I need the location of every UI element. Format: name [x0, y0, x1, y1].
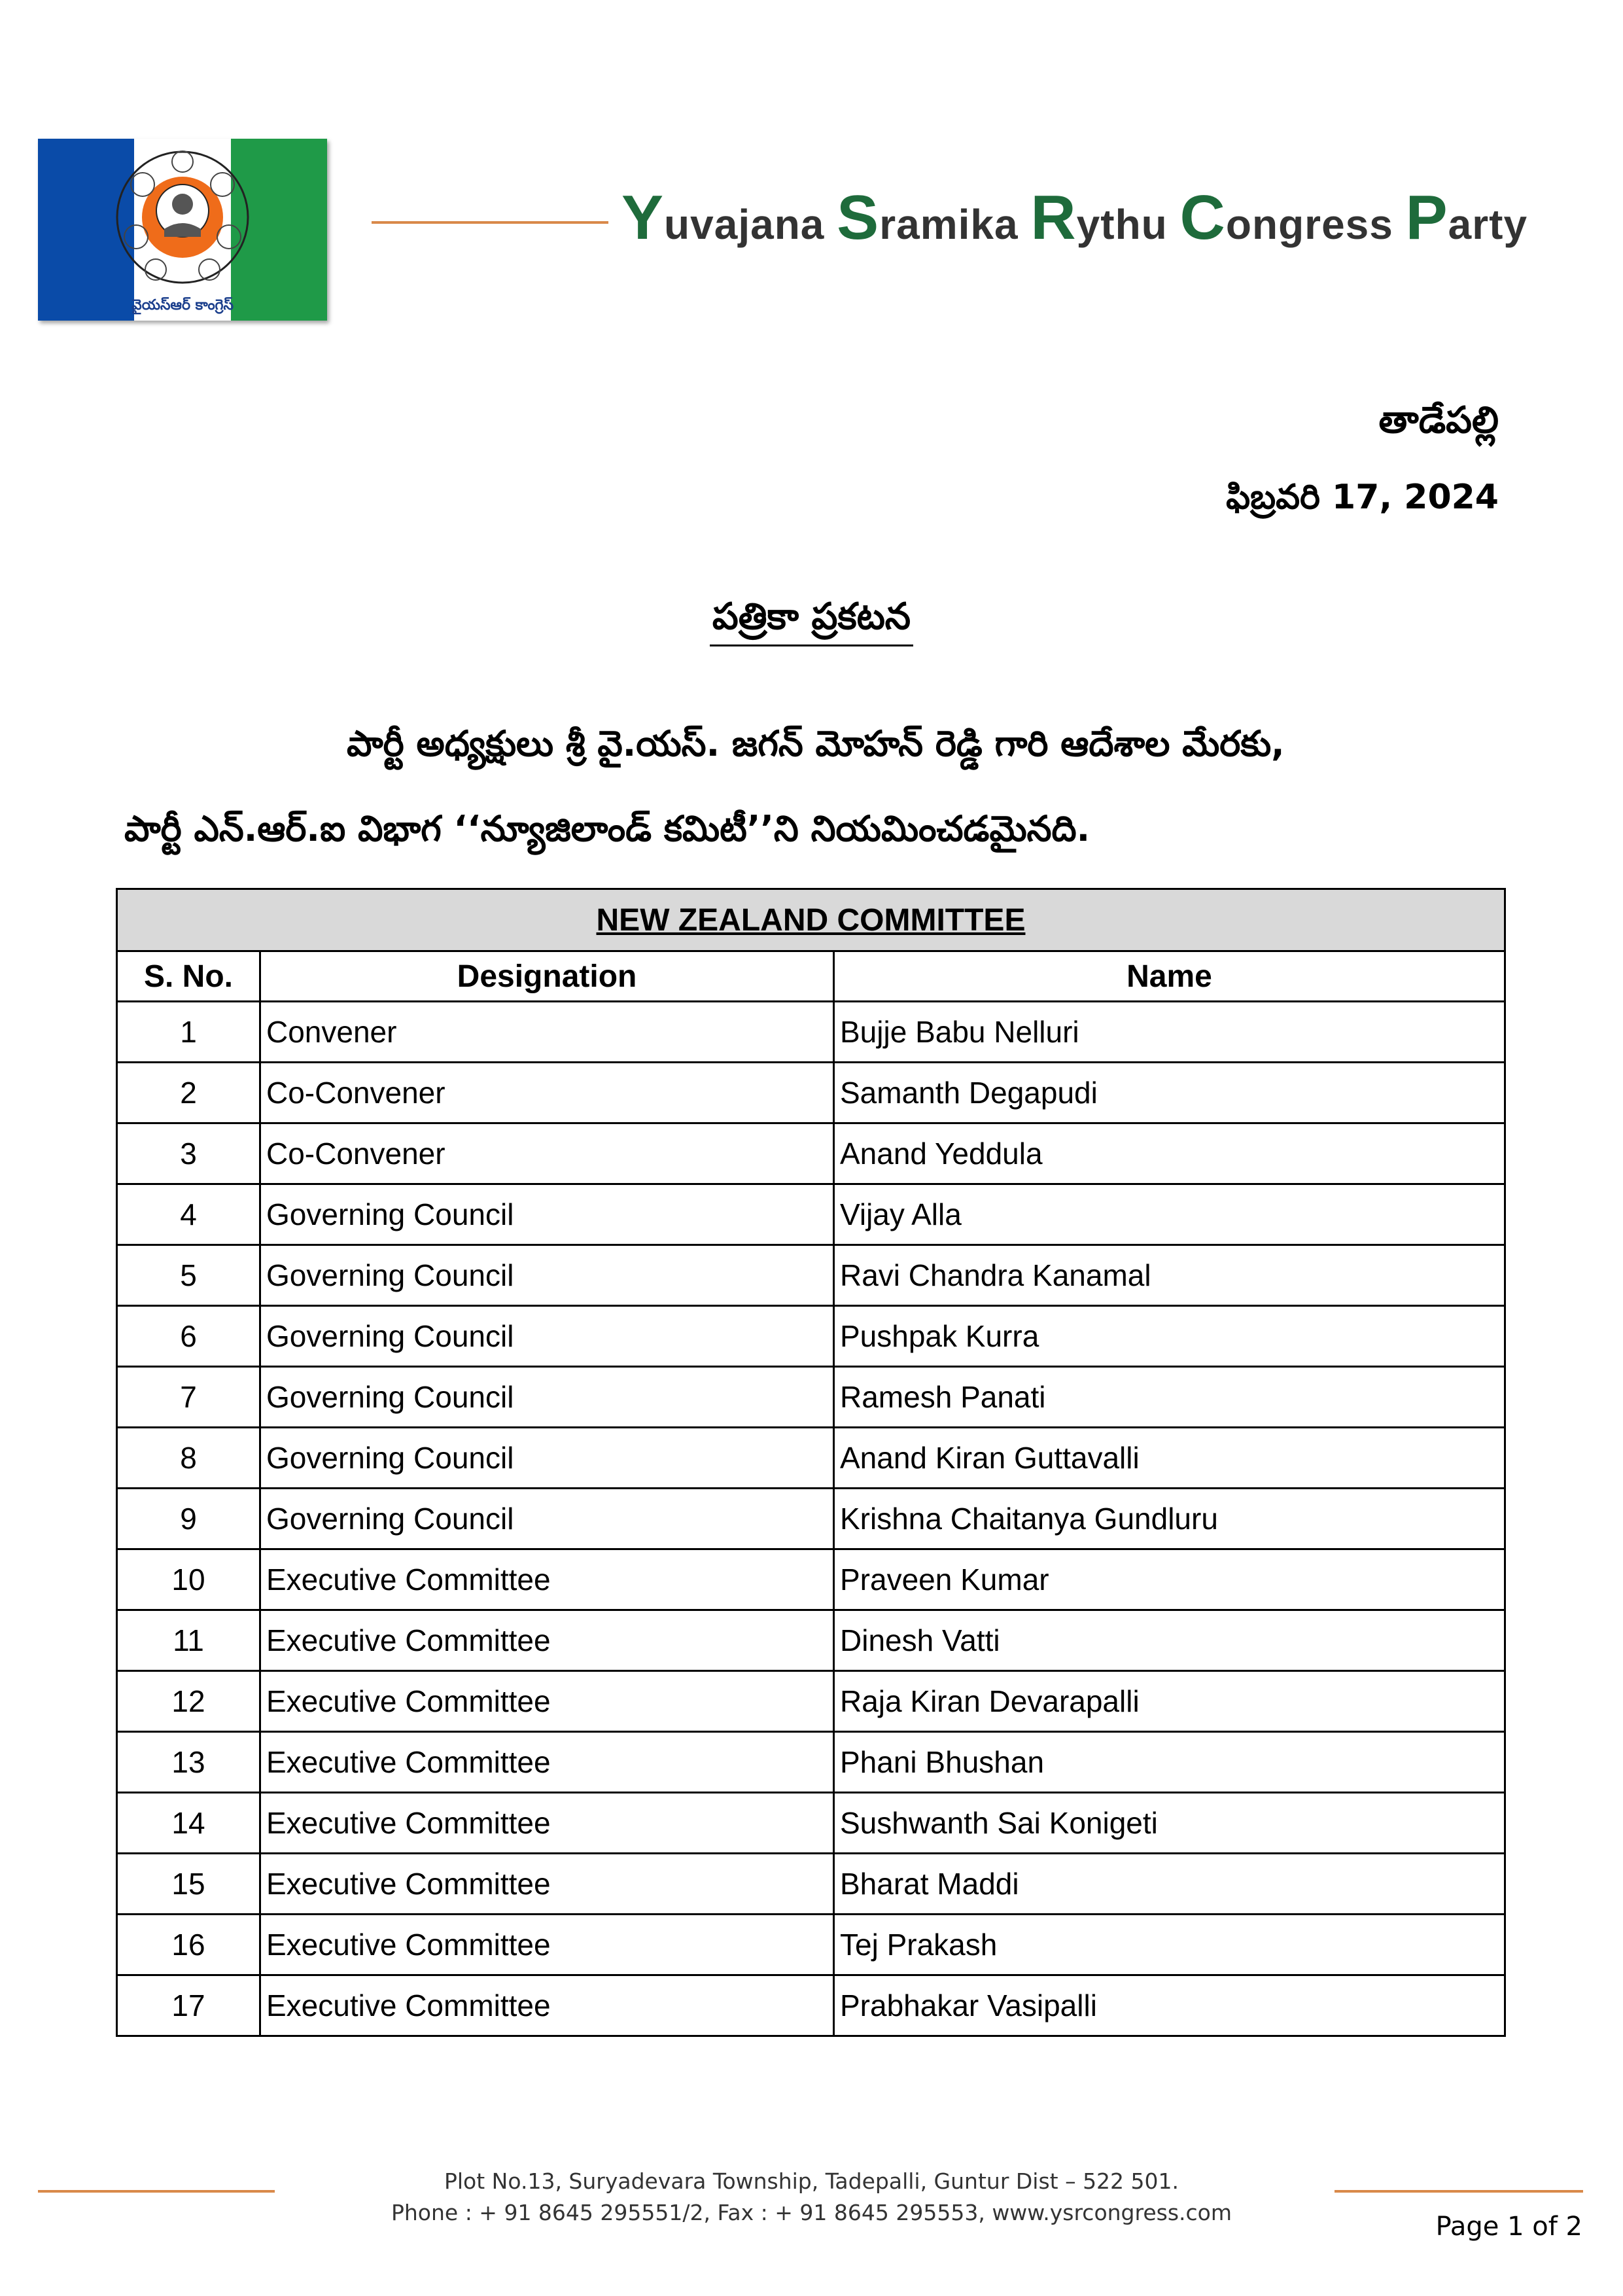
place: తాడేపల్లి [1378, 399, 1499, 442]
page-number: Page 1 of 2 [1435, 2212, 1582, 2242]
flag-graphic [38, 139, 327, 321]
table-row [117, 1854, 1505, 1915]
row-name: Samanth Degapudi [834, 1063, 1505, 1123]
row-designation: Governing Council [260, 1489, 834, 1549]
body-line-2: పార్టీ ఎన్.ఆర్.ఐ విభాగ ‘‘న్యూజిలాండ్ కమిటీ’’ని నియమించడమైనది. [124, 808, 1091, 849]
row-sno: 15 [117, 1854, 260, 1915]
row-name: Tej Prakash [834, 1915, 1505, 1975]
table-row [117, 1245, 1505, 1306]
row-sno: 4 [117, 1184, 260, 1245]
row-sno: 5 [117, 1245, 260, 1306]
table-row [117, 1123, 1505, 1184]
row-designation: Governing Council [260, 1306, 834, 1367]
table-row [117, 1002, 1505, 1063]
table-row [117, 1489, 1505, 1549]
row-designation: Executive Committee [260, 1610, 834, 1671]
row-designation: Executive Committee [260, 1732, 834, 1793]
row-sno: 17 [117, 1975, 260, 2036]
body-line-1: పార్టీ అధ్యక్షులు శ్రీ వై.యస్. జగన్ మోహన్ రెడ్డి గారి ఆదేశాల మేరకు, [347, 723, 1285, 764]
row-name: Pushpak Kurra [834, 1306, 1505, 1367]
row-designation: Executive Committee [260, 1549, 834, 1610]
row-sno: 8 [117, 1428, 260, 1489]
row-designation: Executive Committee [260, 1793, 834, 1854]
row-name: Ramesh Panati [834, 1367, 1505, 1428]
header-designation: Designation [260, 951, 834, 1002]
press-release-title: పత్రికా ప్రకటన [0, 595, 1623, 647]
table-row [117, 1367, 1505, 1428]
table-row [117, 1732, 1505, 1793]
table-row [117, 1915, 1505, 1975]
row-name: Sushwanth Sai Konigeti [834, 1793, 1505, 1854]
row-designation: Governing Council [260, 1428, 834, 1489]
row-sno: 2 [117, 1063, 260, 1123]
row-sno: 14 [117, 1793, 260, 1854]
row-designation: Executive Committee [260, 1854, 834, 1915]
date: ఫిబ్రవరి 17, 2024 [1226, 478, 1499, 517]
row-name: Anand Kiran Guttavalli [834, 1428, 1505, 1489]
row-name: Dinesh Vatti [834, 1610, 1505, 1671]
row-name: Raja Kiran Devarapalli [834, 1671, 1505, 1732]
row-name: Bujje Babu Nelluri [834, 1002, 1505, 1063]
row-name: Phani Bhushan [834, 1732, 1505, 1793]
row-name: Vijay Alla [834, 1184, 1505, 1245]
row-designation: Governing Council [260, 1367, 834, 1428]
row-sno: 1 [117, 1002, 260, 1063]
row-name: Prabhakar Vasipalli [834, 1975, 1505, 2036]
row-name: Praveen Kumar [834, 1549, 1505, 1610]
row-designation: Co-Convener [260, 1123, 834, 1184]
row-designation: Convener [260, 1002, 834, 1063]
row-sno: 13 [117, 1732, 260, 1793]
row-designation: Executive Committee [260, 1671, 834, 1732]
row-sno: 11 [117, 1610, 260, 1671]
row-designation: Executive Committee [260, 1915, 834, 1975]
row-designation: Governing Council [260, 1245, 834, 1306]
table-row [117, 1610, 1505, 1671]
header-name: Name [834, 951, 1505, 1002]
row-sno: 3 [117, 1123, 260, 1184]
table-row [117, 1793, 1505, 1854]
row-designation: Co-Convener [260, 1063, 834, 1123]
row-name: Krishna Chaitanya Gundluru [834, 1489, 1505, 1549]
table-row [117, 1549, 1505, 1610]
footer-address: Plot No.13, Suryadevara Township, Tadepalli, Guntur Dist – 522 501. [444, 2168, 1179, 2194]
row-sno: 9 [117, 1489, 260, 1549]
row-name: Anand Yeddula [834, 1123, 1505, 1184]
row-sno: 7 [117, 1367, 260, 1428]
party-name: Yuvajana Sramika Rythu Congress Party [621, 183, 1528, 253]
table-row [117, 1306, 1505, 1367]
row-designation: Executive Committee [260, 1975, 834, 2036]
table-row [117, 1428, 1505, 1489]
row-sno: 16 [117, 1915, 260, 1975]
table-caption: NEW ZEALAND COMMITTEE [117, 889, 1505, 951]
row-name: Bharat Maddi [834, 1854, 1505, 1915]
party-flag-logo [38, 139, 327, 321]
table-row [117, 1184, 1505, 1245]
logo-tagline: వైయస్ఆర్ కాంగ్రెస్ [131, 297, 234, 313]
header-divider [372, 221, 608, 224]
table-row [117, 1063, 1505, 1123]
row-sno: 6 [117, 1306, 260, 1367]
table-row [117, 1671, 1505, 1732]
row-sno: 10 [117, 1549, 260, 1610]
header-sno: S. No. [117, 951, 260, 1002]
footer [0, 2166, 1623, 2229]
committee-table [116, 888, 1506, 2037]
footer-contact: Phone : + 91 8645 295551/2, Fax : + 91 8645 295553, www.ysrcongress.com [391, 2200, 1232, 2225]
row-name: Ravi Chandra Kanamal [834, 1245, 1505, 1306]
table-row [117, 1975, 1505, 2036]
row-sno: 12 [117, 1671, 260, 1732]
row-designation: Governing Council [260, 1184, 834, 1245]
